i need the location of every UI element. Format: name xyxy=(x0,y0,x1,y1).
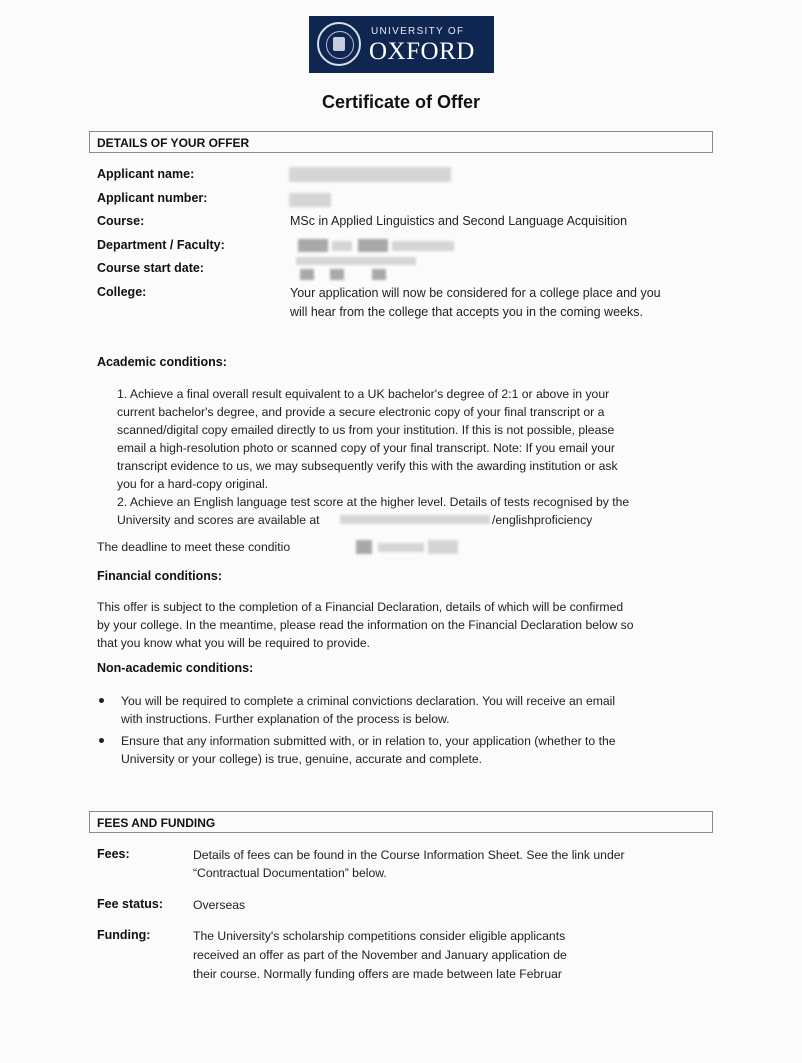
course-label: Course: xyxy=(97,214,145,228)
redacted-start-date-top xyxy=(296,257,416,265)
redacted-department-1 xyxy=(298,239,328,252)
college-value-line-2: will hear from the college that accepts you in the coming weeks. xyxy=(290,305,643,319)
academic-conditions-heading: Academic conditions: xyxy=(97,355,227,369)
university-crest-icon xyxy=(317,22,361,66)
college-value-line-1: Your application will now be considered for a college place and you xyxy=(290,286,661,300)
bullet-icon xyxy=(99,698,104,703)
funding-label: Funding: xyxy=(97,928,151,942)
applicant-number-label: Applicant number: xyxy=(97,191,208,205)
academic-item-1-line-5: transcript evidence to us, we may subsequently verify this with the awarding institution or ask xyxy=(117,459,618,473)
department-label: Department / Faculty: xyxy=(97,238,225,252)
fee-status-label: Fee status: xyxy=(97,897,163,911)
academic-item-1-line-4: email a high-resolution photo or scanned copy of your final transcript. Note: If you email your xyxy=(117,441,615,455)
academic-item-1-line-3: scanned/digital copy emailed directly to us from your institution. If this is not possible, please xyxy=(117,423,615,437)
fees-label: Fees: xyxy=(97,847,130,861)
logo-line-2: OXFORD xyxy=(369,38,475,65)
non-academic-bullet-1-line-1: You will be required to complete a criminal convictions declaration. You will receive an email xyxy=(121,694,616,708)
redacted-start-date-1 xyxy=(300,269,314,280)
financial-line-1: This offer is subject to the completion of a Financial Declaration, details of which will be confirmed xyxy=(97,600,624,614)
non-academic-bullet-1-line-2: with instructions. Further explanation of the process is below. xyxy=(121,712,450,726)
redacted-department-3 xyxy=(358,239,388,252)
redacted-department-4 xyxy=(392,241,454,251)
academic-item-2-line-1: 2. Achieve an English language test score at the higher level. Details of tests recognised by the xyxy=(117,495,630,509)
document-title: Certificate of Offer xyxy=(321,92,481,112)
financial-line-2: by your college. In the meantime, please read the information on the Financial Declaration below so xyxy=(97,618,634,632)
academic-item-1-line-6: you for a hard-copy original. xyxy=(117,477,269,491)
non-academic-conditions-heading: Non-academic conditions: xyxy=(97,661,254,675)
logo-line-1: UNIVERSITY OF xyxy=(371,26,465,37)
non-academic-bullet-2-line-1: Ensure that any information submitted with, or in relation to, your application (whether to the xyxy=(121,734,616,748)
fee-status-value: Overseas xyxy=(193,898,246,912)
academic-item-1-line-1: 1. Achieve a final overall result equivalent to a UK bachelor's degree of 2:1 or above in your xyxy=(117,387,610,401)
academic-item-2-line-2: University and scores are available at xyxy=(117,513,320,527)
redacted-deadline-1 xyxy=(356,540,372,554)
redacted-start-date-2 xyxy=(330,269,344,280)
section-header-fees-funding: FEES AND FUNDING xyxy=(89,811,713,833)
financial-line-3: that you know what you will be required to provide. xyxy=(97,636,371,650)
academic-item-2-url-tail: /englishproficiency xyxy=(492,513,593,527)
funding-line-2: received an offer as part of the November and January application de xyxy=(193,948,567,962)
college-label: College: xyxy=(97,285,147,299)
fees-line-2: “Contractual Documentation” below. xyxy=(193,866,387,880)
financial-conditions-heading: Financial conditions: xyxy=(97,569,223,583)
funding-line-1: The University's scholarship competitions consider eligible applicants xyxy=(193,929,566,943)
redacted-applicant-number xyxy=(289,193,331,207)
course-value: MSc in Applied Linguistics and Second Language Acquisition xyxy=(290,214,628,228)
redacted-department-2 xyxy=(332,241,352,251)
redacted-start-date-3 xyxy=(372,269,386,280)
start-date-label: Course start date: xyxy=(97,261,204,275)
bullet-icon xyxy=(99,738,104,743)
deadline-text: The deadline to meet these conditio xyxy=(97,540,291,554)
funding-line-3: their course. Normally funding offers are made between late Februar xyxy=(193,967,562,981)
fees-line-1: Details of fees can be found in the Course Information Sheet. See the link under xyxy=(193,848,625,862)
redacted-url xyxy=(340,515,490,524)
section-header-offer-details: DETAILS OF YOUR OFFER xyxy=(89,131,713,153)
applicant-name-label: Applicant name: xyxy=(97,167,195,181)
oxford-logo xyxy=(309,16,494,73)
redacted-deadline-2 xyxy=(378,543,424,552)
redacted-applicant-name xyxy=(289,167,451,182)
redacted-deadline-3 xyxy=(428,540,458,554)
non-academic-bullet-2-line-2: University or your college) is true, genuine, accurate and complete. xyxy=(121,752,483,766)
academic-item-1-line-2: current bachelor's degree, and provide a secure electronic copy of your final transcript or a xyxy=(117,405,605,419)
